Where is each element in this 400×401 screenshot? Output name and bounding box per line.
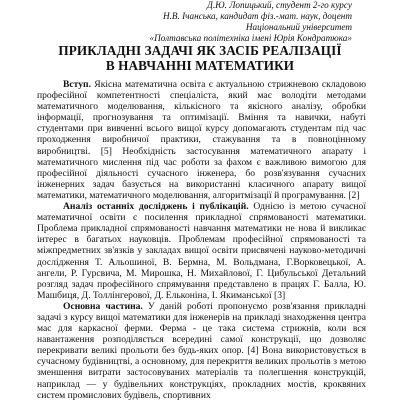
paragraph-text: Якісна математична освіта є актуальною стрижневою складовою професійної компетентності спеціаліста, який має володіти методами математичного моделювання, кількісного та якісного аналізу, обробки інформації, прогнозування та оптимізації. Вміння та навички, набуті студентами при вивченні всього вищої курсу допомагають студентам під час проходження виробничої практики, стажування та в повноцінному виробництві. [5] Необхідність застосування математичного апарату і математичного мислення під час роботи за фахом є важливою вимогою для професійної діяльності сучасного інженера, бо розв'язування сучасних інженерних задач базується на використанні класичного апарату вищої математики, математичного моделювання, алгоритмізації й програмування. [2] xyxy=(37,79,366,201)
author-line: Д.Ю. Лопицький, студент 2-го курсу xyxy=(206,0,352,10)
paper-title xyxy=(0,44,400,73)
affiliation-line: «Полтавська політехніка імені Юрія Кондратюка» xyxy=(149,33,352,43)
section-heading: Аналіз останніх досліджень і публікацій. xyxy=(63,201,249,213)
section-introduction xyxy=(37,79,366,201)
section-heading: Основна частина. xyxy=(63,300,143,312)
article-body xyxy=(37,79,366,401)
affiliation-line: Національний університет xyxy=(245,22,352,32)
author-block xyxy=(150,0,353,44)
paragraph-text: У даній роботі пропонуємо розв'язання прикладні задачі з курсу вищої математики для інженерів на прикладі знаходження центра мас для каркасної ферми. Ферма - це така система стрижнів, коли вся навантаження розподіляється всередині самої конструкції, що дозволяє перекривати великі прольоти без будь-яких опор. [4] Вона використовується в сучасному будівництві, а основному, для перекриття великих прольотів з метою зменшення витрати застосовуваних матеріалів та полегшення конструкцій, наприклад — у будівельних конструкціях, прокладних мостів, кроквяних систем промислових будівель, спортивних xyxy=(37,300,366,401)
section-literature-review xyxy=(37,201,366,301)
author-line: Н.В. Ічанська, кандидат фіз.-мат. наук, доцент xyxy=(162,11,352,21)
title-line: ПРИКЛАДНІ ЗАДАЧІ ЯК ЗАСІБ РЕАЛІЗАЦІЇ xyxy=(58,43,342,58)
title-line: В НАВЧАННІ МАТЕМАТИКИ xyxy=(105,57,295,73)
section-heading: Вступ. xyxy=(63,79,91,90)
paragraph-text: Однією із метою сучасної математичної освіти є посилення прикладної спрямованості математики. Проблема прикладної спрямованості навчання математики не нова й викликає інтерес в багатьох науковців. Проблемам професійної спрямованості та міжпредметних зв'язків у закладах вищої освіти присвячені науково-методичні дослідження Т. Альошиної, В. Бермна, М. Вольдмана, Г.Ворковецької, А. ангели, Р. Гурсвича, М. Мирошка, Н. Михайлової, Г. Цибульської Детальний розгляд задач професійного спрямування представлено в працях Г. Балла, Ю. Машбиця, Д. Толлінгерової, Д. Ельконіна, І. Якиманської [3] xyxy=(37,201,366,301)
section-main-part xyxy=(37,301,366,401)
